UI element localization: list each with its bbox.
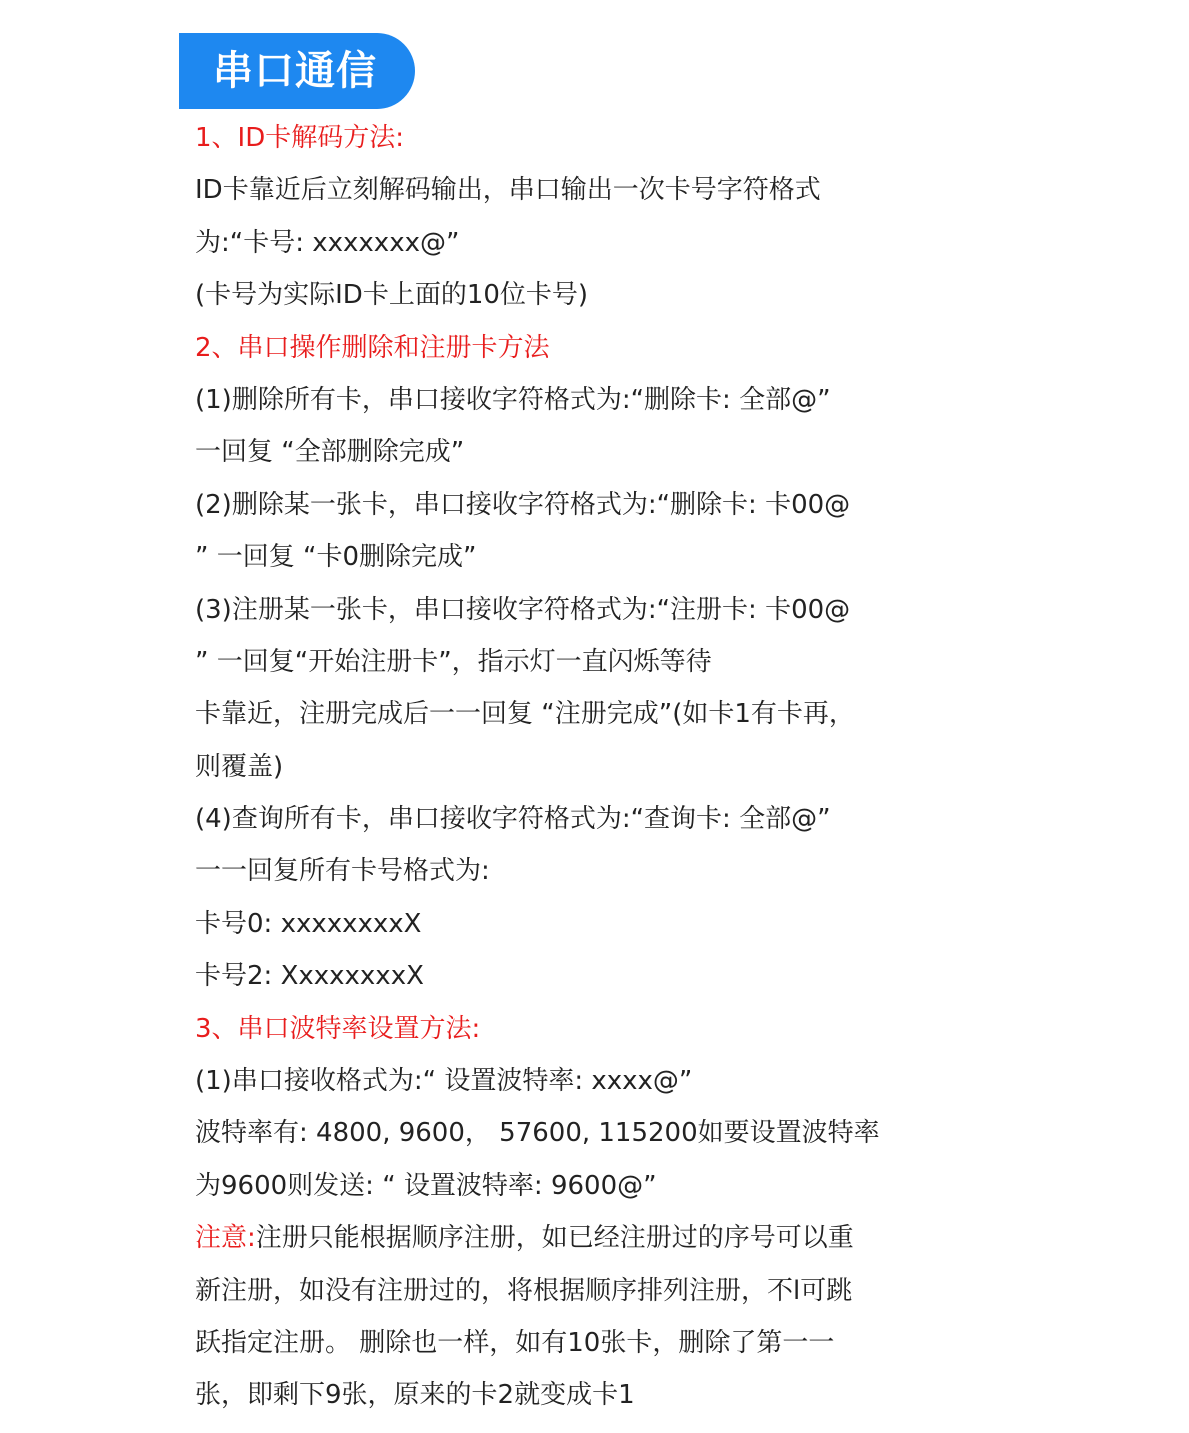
- paragraph-line: (2)删除某一张卡，串口接收字符格式为:“删除卡: 卡00@: [195, 489, 851, 520]
- note-label: 注意:: [195, 1223, 256, 1254]
- paragraph-line: (1)串口接收格式为:“ 设置波特率: xxxx@”: [195, 1066, 693, 1097]
- paragraph-line: (3)注册某一张卡，串口接收字符格式为:“注册卡: 卡00@: [195, 594, 851, 625]
- paragraph-line: 为:“卡号: xxxxxxx@”: [195, 227, 460, 258]
- section-heading-id-decode: 1、ID卡解码方法:: [195, 123, 404, 153]
- paragraph-line: 为9600则发送: “ 设置波特率: 9600@”: [195, 1170, 657, 1201]
- paragraph-line: 跃指定注册。 删除也一样，如有10张卡，删除了第一一: [195, 1327, 835, 1358]
- section-heading-baud-rate: 3、串口波特率设置方法:: [195, 1013, 481, 1044]
- paragraph-line: (4)查询所有卡，串口接收字符格式为:“查询卡: 全部@”: [195, 804, 831, 835]
- paragraph-line: 则覆盖): [195, 751, 284, 782]
- paragraph-line: (卡号为实际ID卡上面的10位卡号): [195, 280, 589, 311]
- note-text: 注册只能根据顺序注册，如已经注册过的序号可以重: [255, 1223, 854, 1254]
- paragraph-line: 一一回复所有卡号格式为:: [195, 856, 490, 887]
- paragraph-line: (1)删除所有卡，串口接收字符格式为:“删除卡: 全部@”: [195, 384, 831, 415]
- paragraph-line: 卡号0: xxxxxxxxX: [195, 908, 422, 939]
- title-banner: [179, 33, 415, 109]
- paragraph-line: 卡靠近，注册完成后一一回复 “注册完成”(如卡1有卡再，: [195, 699, 855, 730]
- paragraph-line: ” 一回复 “卡0删除完成”: [195, 542, 477, 573]
- paragraph-line: ID卡靠近后立刻解码输出，串口输出一次卡号字符格式: [195, 175, 821, 206]
- paragraph-line: ” 一回复“开始注册卡”，指示灯一直闪烁等待: [195, 646, 712, 677]
- paragraph-line: 张，即剩下9张，原来的卡2就变成卡1: [195, 1380, 635, 1411]
- page-title: 串口通信: [213, 48, 377, 94]
- paragraph-line: 一回复 “全部删除完成”: [195, 437, 465, 468]
- note-line: [195, 1212, 975, 1264]
- document-body: [195, 112, 975, 1422]
- section-heading-serial-ops: 2、串口操作删除和注册卡方法: [195, 332, 550, 363]
- paragraph-line: 波特率有: 4800, 9600， 57600, 115200如要设置波特率: [195, 1118, 880, 1149]
- paragraph-line: 卡号2: XxxxxxxxX: [195, 961, 424, 992]
- paragraph-line: 新注册，如没有注册过的，将根据顺序排列注册，不l可跳: [195, 1275, 853, 1306]
